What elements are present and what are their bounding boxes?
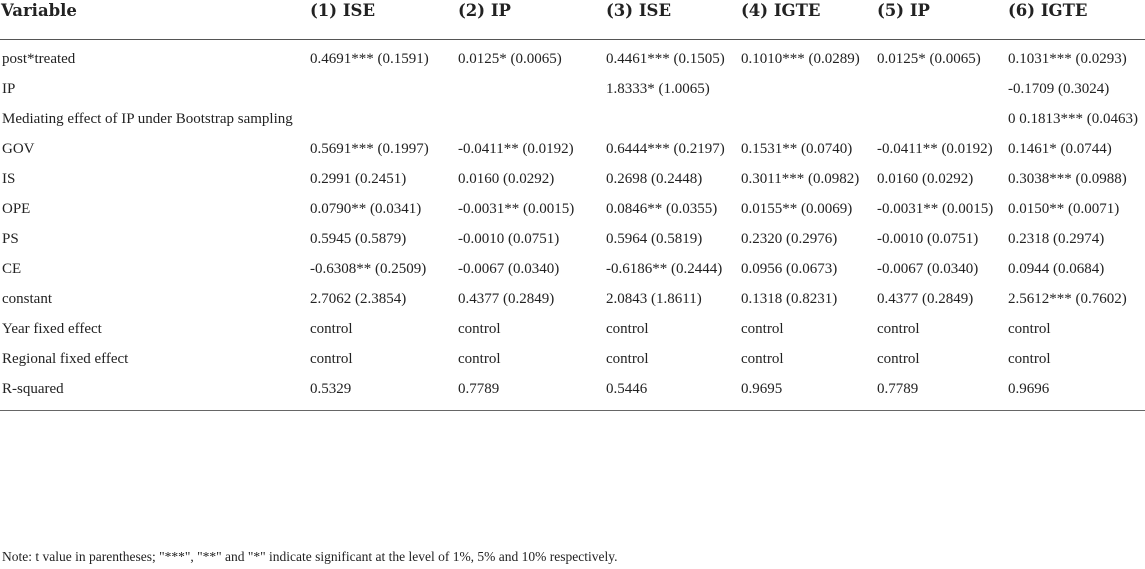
row-variable-label: IS [2,171,16,187]
table-cell: 0.0155** (0.0069) [741,201,853,217]
table-cell: 0.7789 [877,374,1008,411]
table-cell: 0.0846** (0.0355) [606,201,718,217]
row-variable-label: GOV [2,141,35,157]
table-cell: 0.2698 (0.2448) [606,171,703,187]
table-cell: 0.0956 (0.0673) [741,261,838,277]
table-cell: -0.0067 (0.0340) [877,261,979,277]
row-variable-label: OPE [2,201,31,217]
table-cell: 0.5945 (0.5879) [310,231,407,247]
table-row [0,284,1145,314]
table-cell: 0.0160 (0.0292) [458,171,555,187]
table-cell [458,104,606,134]
table-cell: 0.3038*** (0.0988) [1008,171,1127,187]
table-cell: 2.7062 (2.3854) [310,291,407,307]
table-cell: 0.6444*** (0.2197) [606,141,725,157]
table-cell: 0.7789 [458,374,606,411]
header-col-3: (3) ISE [606,0,741,40]
table-row [0,74,1145,104]
table-cell: control [606,351,649,367]
table-cell: 0.0790** (0.0341) [310,201,422,217]
table-cell: 0.4377 (0.2849) [877,291,974,307]
table-cell: control [877,351,920,367]
table-row [0,374,1145,411]
header-col-2: (2) IP [458,0,606,40]
table-cell: 0.5691*** (0.1997) [310,141,429,157]
table-row [0,134,1145,164]
table-cell: control [310,351,353,367]
table-cell: 0.3011*** (0.0982) [741,171,860,187]
table-cell: 0.0944 (0.0684) [1008,261,1105,277]
table-cell: 0.1031*** (0.0293) [1008,51,1127,67]
table-cell: 0.5964 (0.5819) [606,231,703,247]
table-cell: -0.0031** (0.0015) [458,201,575,217]
table-cell: 0.2320 (0.2976) [741,231,838,247]
table-row [0,344,1145,374]
table-cell: -0.0010 (0.0751) [877,231,979,247]
table-cell: 0.0150** (0.0071) [1008,201,1120,217]
row-variable-label: IP [2,81,16,97]
table-cell: 0.4377 (0.2849) [458,291,555,307]
table-cell: -0.6186** (0.2444) [606,261,723,277]
row-variable-label: PS [2,231,19,247]
table-cell: 0.1318 (0.8231) [741,291,838,307]
table-cell: 0.5329 [310,374,458,411]
table-cell [458,74,606,104]
header-col-4: (4) IGTE [741,0,877,40]
table-cell: 2.5612*** (0.7602) [1008,291,1127,307]
table-row [0,224,1145,254]
table-cell: control [1008,321,1051,337]
table-row [0,104,1145,134]
table-row [0,254,1145,284]
table-cell: control [458,321,501,337]
table-cell: 0.9695 [741,374,877,411]
table-cell: -0.1709 (0.3024) [1008,81,1110,97]
table-row [0,164,1145,194]
table-cell: -0.0067 (0.0340) [458,261,560,277]
table-cell: 0.0160 (0.0292) [877,171,974,187]
row-variable-label: Mediating effect of IP under Bootstrap sampling [2,111,293,127]
row-variable-label: CE [2,261,22,277]
table-cell [741,74,877,104]
table-cell: 1.8333* (1.0065) [606,81,710,97]
table-cell: 0 0.1813*** (0.0463) [1008,111,1138,127]
table-cell [310,104,458,134]
table-cell: 0.1010*** (0.0289) [741,51,860,67]
table-note: Note: t value in parentheses; "***", "**" and "*" indicate significant at the level of 1%, 5% and 10% respectively. [2,549,618,564]
row-variable-label: post*treated [2,51,76,67]
table-cell: control [310,321,353,337]
table-cell: control [741,321,784,337]
table-row [0,314,1145,344]
table-cell: control [741,351,784,367]
table-cell: control [877,321,920,337]
table-cell: -0.0031** (0.0015) [877,201,994,217]
table-cell: 0.1461* (0.0744) [1008,141,1112,157]
header-col-1: (1) ISE [310,0,458,40]
table-cell: 0.0125* (0.0065) [458,51,562,67]
table-cell: -0.0411** (0.0192) [458,141,574,157]
row-variable-label: constant [2,291,52,307]
row-variable-label: Year fixed effect [2,321,102,337]
table-cell [741,104,877,134]
table-cell [606,104,741,134]
table-cell: 0.9696 [1008,374,1145,411]
header-col-5: (5) IP [877,0,1008,40]
table-cell [877,104,1008,134]
table-cell: 0.1531** (0.0740) [741,141,853,157]
table-cell: control [458,351,501,367]
table-cell: 0.4461*** (0.1505) [606,51,725,67]
table-cell: 0.2318 (0.2974) [1008,231,1105,247]
table-header-row [0,0,1145,40]
table-cell: control [1008,351,1051,367]
header-variable: Variable [0,0,310,40]
table-cell: 0.0125* (0.0065) [877,51,981,67]
table-cell: -0.0010 (0.0751) [458,231,560,247]
table-row [0,40,1145,75]
table-cell: 0.4691*** (0.1591) [310,51,429,67]
table-cell [310,74,458,104]
header-col-6: (6) IGTE [1008,0,1145,40]
row-variable-label: Regional fixed effect [2,351,129,367]
table-body [0,40,1145,411]
table-row [0,194,1145,224]
table-cell: 2.0843 (1.8611) [606,291,702,307]
table-cell: -0.6308** (0.2509) [310,261,427,277]
table-cell [877,74,1008,104]
row-variable-label: R-squared [0,374,310,411]
table-cell: control [606,321,649,337]
table-cell: 0.2991 (0.2451) [310,171,407,187]
table-cell: 0.5446 [606,374,741,411]
table-cell: -0.0411** (0.0192) [877,141,993,157]
